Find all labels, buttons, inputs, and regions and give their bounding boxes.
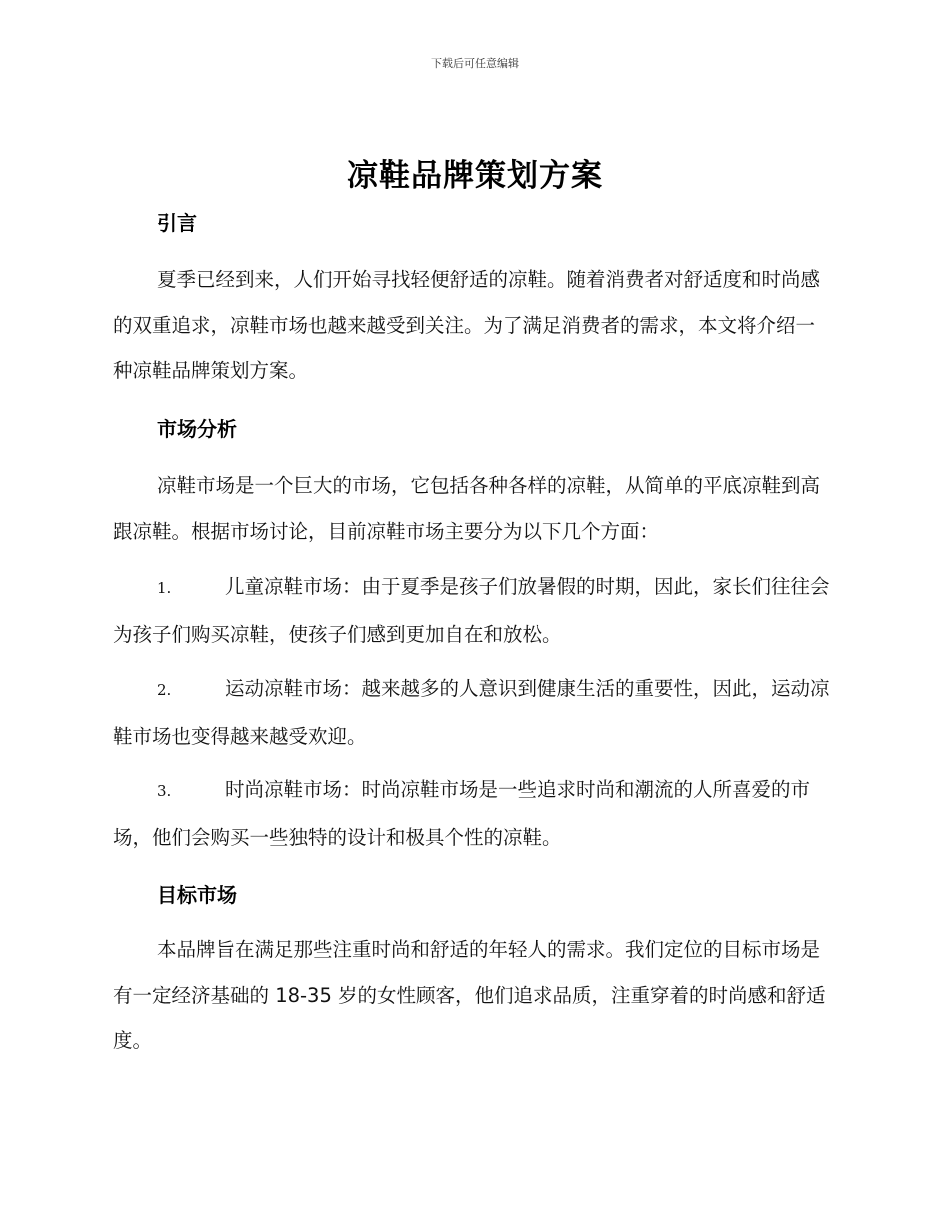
target-market-paragraph: 本品牌旨在满足那些注重时尚和舒适的年轻人的需求。我们定位的目标市场是有一定经济基础的 18-35 岁的女性顾客，他们追求品质，注重穿着的时尚感和舒适度。 (113, 938, 826, 1053)
list-item-number: 2. (157, 681, 172, 699)
list-item-text: 时尚凉鞋市场：时尚凉鞋市场是一些追求时尚和潮流的人所喜爱的市场，他们会购买一些独特的设计和极具个性的凉鞋。 (113, 778, 811, 849)
list-item (113, 767, 833, 860)
list-item-number: 1. (157, 579, 172, 597)
document-title: 凉鞋品牌策划方案 (347, 158, 603, 194)
section-heading-market-analysis: 市场分析 (157, 417, 237, 441)
section-heading-target-market: 目标市场 (157, 883, 237, 907)
market-analysis-paragraph: 凉鞋市场是一个巨大的市场，它包括各种各样的凉鞋，从简单的平底凉鞋到高跟凉鞋。根据市场讨论，目前凉鞋市场主要分为以下几个方面： (113, 474, 821, 543)
list-item (113, 666, 833, 759)
list-item-number: 3. (157, 782, 172, 800)
list-item (113, 564, 833, 657)
section-heading-introduction: 引言 (157, 211, 197, 235)
list-item-text: 儿童凉鞋市场：由于夏季是孩子们放暑假的时期，因此，家长们往往会为孩子们购买凉鞋，使孩子们感到更加自在和放松。 (113, 575, 830, 646)
page-header-note: 下载后可任意编辑 (431, 57, 519, 70)
list-item-text: 运动凉鞋市场：越来越多的人意识到健康生活的重要性，因此，运动凉鞋市场也变得越来越受欢迎。 (113, 677, 830, 748)
introduction-paragraph: 夏季已经到来，人们开始寻找轻便舒适的凉鞋。随着消费者对舒适度和时尚感的双重追求，凉鞋市场也越来越受到关注。为了满足消费者的需求，本文将介绍一种凉鞋品牌策划方案。 (113, 268, 821, 383)
